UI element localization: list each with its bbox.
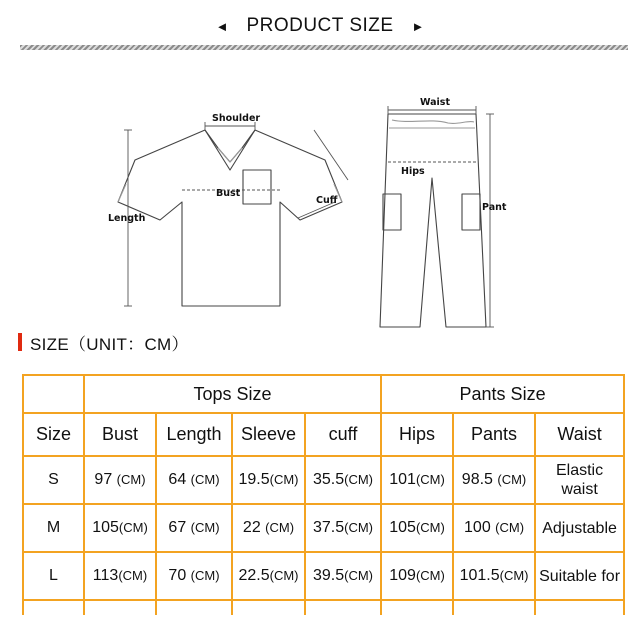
- unit-text: (CM): [415, 568, 445, 583]
- left-arrow-icon: ◄: [215, 18, 229, 34]
- bust-value: 97: [94, 471, 113, 488]
- table-row: [23, 552, 624, 600]
- unit-text: (CM): [269, 568, 299, 583]
- unit-text: (CM): [344, 520, 374, 535]
- bust-cell: [84, 456, 156, 504]
- garment-diagram: [0, 90, 640, 340]
- length-value: 70: [168, 567, 187, 584]
- bust-value: 113: [92, 567, 119, 584]
- table-row: [23, 504, 624, 552]
- pants-value: 98.5: [461, 471, 493, 488]
- pants-size-header: Pants Size: [381, 375, 624, 413]
- table-row-cut-off: [23, 600, 624, 615]
- unit-text: (CM): [190, 472, 220, 487]
- cuff-value: 35.5: [313, 471, 345, 488]
- unit-text: (CM): [499, 568, 529, 583]
- table-column-header-row: [23, 413, 624, 456]
- unit-text: (CM): [495, 520, 525, 535]
- heading-accent-bar: [18, 333, 22, 351]
- hips-cell: [381, 552, 453, 600]
- pant-label: Pant: [482, 202, 507, 213]
- cuff-label: Cuff: [316, 195, 338, 206]
- length-cell: [156, 456, 232, 504]
- cuff-cell: [305, 504, 381, 552]
- shirt-outline: [118, 130, 342, 306]
- bust-value: 105: [92, 519, 119, 536]
- length-cell: [156, 504, 232, 552]
- sleeve-value: 22.5: [238, 567, 270, 584]
- unit-text: (CM): [118, 520, 148, 535]
- right-arrow-icon: ►: [411, 18, 425, 34]
- bust-cell: [84, 552, 156, 600]
- column-header-hips: Hips: [381, 413, 453, 456]
- pants-cell: [453, 504, 535, 552]
- column-header-bust: Bust: [84, 413, 156, 456]
- unit-text: (CM): [269, 472, 299, 487]
- waist-cell: Elastic waist: [535, 456, 624, 504]
- pants-value: 101.5: [459, 567, 500, 584]
- size-cell: S: [23, 456, 84, 504]
- size-table: [22, 374, 625, 615]
- length-label: Length: [108, 213, 146, 224]
- cuff-cell: [305, 552, 381, 600]
- unit-text: (CM): [190, 568, 220, 583]
- column-header-waist: Waist: [535, 413, 624, 456]
- length-value: 67: [168, 519, 187, 536]
- unit-text: (CM): [190, 520, 220, 535]
- pants-outline: [380, 114, 486, 327]
- sleeve-cell: [232, 552, 305, 600]
- pants-cell: [453, 456, 535, 504]
- page-title: PRODUCT SIZE: [246, 15, 394, 36]
- hips-value: 101: [389, 471, 416, 488]
- cuff-value: 37.5: [313, 519, 345, 536]
- cuff-cell: [305, 456, 381, 504]
- sleeve-value: 22: [242, 519, 261, 536]
- unit-text: (CM): [265, 520, 295, 535]
- page-header: [0, 14, 640, 38]
- unit-text: (CM): [118, 568, 148, 583]
- waist-label: Waist: [420, 97, 451, 108]
- bust-label: Bust: [216, 188, 241, 199]
- unit-text: (CM): [116, 472, 146, 487]
- column-header-pants: Pants: [453, 413, 535, 456]
- column-header-cuff: cuff: [305, 413, 381, 456]
- table-corner-cell: [23, 375, 84, 413]
- cuff-value: 39.5: [313, 567, 345, 584]
- shoulder-label: Shoulder: [212, 113, 261, 124]
- pants-value: 100: [464, 519, 491, 536]
- bust-cell: [84, 504, 156, 552]
- tops-size-header: Tops Size: [84, 375, 381, 413]
- header-divider: [20, 45, 628, 50]
- unit-text: (CM): [344, 472, 374, 487]
- size-cell: M: [23, 504, 84, 552]
- unit-text: (CM): [415, 472, 445, 487]
- hips-value: 105: [389, 519, 416, 536]
- sleeve-cell: [232, 504, 305, 552]
- waist-cell: Adjustable: [535, 504, 624, 552]
- sleeve-cell: [232, 456, 305, 504]
- pants-cell: [453, 552, 535, 600]
- table-group-header-row: [23, 375, 624, 413]
- hips-cell: [381, 456, 453, 504]
- column-header-sleeve: Sleeve: [232, 413, 305, 456]
- waist-cell: Suitable for: [535, 552, 624, 600]
- hips-value: 109: [389, 567, 416, 584]
- column-header-length: Length: [156, 413, 232, 456]
- size-section-heading: [18, 331, 189, 353]
- size-unit-label: SIZE（UNIT：CM）: [30, 334, 189, 354]
- length-value: 64: [168, 471, 187, 488]
- size-cell: L: [23, 552, 84, 600]
- hips-label: Hips: [401, 166, 425, 177]
- table-row: [23, 456, 624, 504]
- column-header-size: Size: [23, 413, 84, 456]
- unit-text: (CM): [497, 472, 527, 487]
- sleeve-value: 19.5: [238, 471, 270, 488]
- unit-text: (CM): [415, 520, 445, 535]
- unit-text: (CM): [344, 568, 374, 583]
- length-cell: [156, 552, 232, 600]
- hips-cell: [381, 504, 453, 552]
